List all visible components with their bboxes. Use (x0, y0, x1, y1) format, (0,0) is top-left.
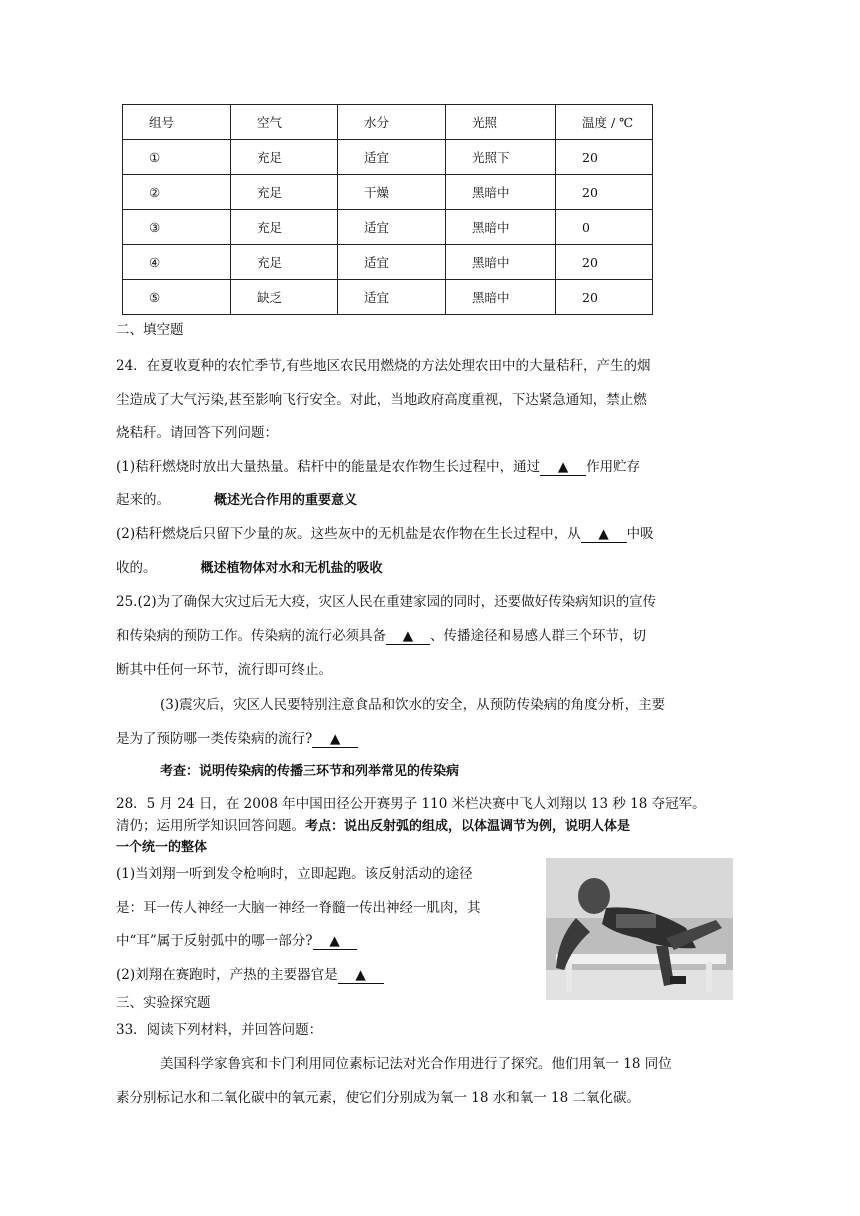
table-cell: 适宜 (338, 245, 446, 280)
table-cell: 干燥 (338, 175, 446, 210)
section-heading-fill: 二、填空题 (116, 322, 184, 338)
table-header-cell: 空气 (231, 105, 338, 140)
q25-tag: 考查：说明传染病的传播三环节和列举常见的传染病 (160, 764, 460, 779)
q24-part-2 (116, 524, 654, 544)
q28-tag-cont: 一个统一的整体 (116, 840, 208, 855)
table-cell: 20 (556, 245, 653, 280)
table-cell: 0 (556, 210, 653, 245)
table-header-cell: 温度 / ℃ (556, 105, 653, 140)
table-cell: 充足 (231, 245, 338, 280)
q24-line-2: 尘造成了大气污染,甚至影响飞行安全。对此，当地政府高度重视，下达紧急通知，禁止燃 (116, 392, 647, 408)
q28-tag: 考点：说出反射弧的组成，以体温调节为例，说明人体是 (305, 819, 631, 834)
table-cell: 充足 (231, 210, 338, 245)
answer-blank[interactable]: ▲ (338, 967, 384, 984)
table-cell: ③ (123, 210, 231, 245)
table-row (123, 245, 653, 280)
q25-line-2 (116, 626, 646, 646)
q24-line-3: 烧秸秆。请回答下列问题： (116, 425, 278, 441)
q28-part-1: (1)当刘翔一听到发令枪响时，立即起跑。该反射活动的途径 (116, 866, 473, 882)
q25-part-3-text: 是为了预防哪一类传染病的流行? (116, 731, 313, 747)
hurdler-illustration (546, 858, 733, 1000)
table-cell: 20 (556, 175, 653, 210)
q25-line-2-text: 和传染病的预防工作。传染病的流行必须具备 (116, 628, 386, 644)
table-cell: 黑暗中 (446, 175, 556, 210)
q24-part-2-text-end: 中吸 (626, 526, 654, 542)
q28-part-2 (116, 965, 384, 985)
q28-part-1-question-text: 中“耳”属于反射弧中的哪一部分? (116, 933, 313, 949)
table-row (123, 140, 653, 175)
experiment-conditions-table (122, 104, 653, 315)
q24-part-2-tag: 概述植物体对水和无机盐的吸收 (200, 561, 383, 576)
q33-line-1: 33．阅读下列材料，并回答问题： (116, 1022, 323, 1038)
answer-blank[interactable]: ▲ (386, 628, 430, 645)
q28-part-2-text: (2)刘翔在赛跑时，产热的主要器官是 (116, 967, 338, 983)
table-row (123, 210, 653, 245)
q24-part-1 (116, 457, 640, 477)
hurdler-photo (546, 858, 733, 1000)
table-cell: 充足 (231, 140, 338, 175)
q24-line-1: 24．在夏收夏种的农忙季节,有些地区农民用燃烧的方法处理农田中的大量秸秆，产生的烟 (116, 358, 651, 374)
table-cell: ② (123, 175, 231, 210)
q24-part-1-tag: 概述光合作用的重要意义 (214, 493, 358, 508)
q24-part-1-text: (1)秸秆燃烧时放出大量热量。秸杆中的能量是农作物生长过程中，通过 (116, 459, 541, 475)
q24-part-2-cont (116, 558, 383, 579)
q28-part-1-question (116, 931, 357, 951)
q24-part-2-text-cont: 收的。 (116, 560, 157, 576)
table-cell: 黑暗中 (446, 280, 556, 315)
table-cell: 适宜 (338, 140, 446, 175)
table-cell: 黑暗中 (446, 245, 556, 280)
q33-line-3: 素分别标记水和二氧化碳中的氧元素，使它们分别成为氧一 18 水和氧一 18 二氧化碳。 (116, 1090, 641, 1106)
table-cell: 20 (556, 280, 653, 315)
q25-part-3-cont (116, 729, 358, 749)
q28-part-1-cont: 是：耳一传人神经一大脑一神经一脊髓一传出神经一肌肉，其 (116, 900, 481, 916)
table-cell: 适宜 (338, 210, 446, 245)
q25-line-2-text-end: 、传播途径和易感人群三个环节，切 (430, 628, 646, 644)
q24-part-1-text-cont: 起来的。 (116, 492, 170, 508)
table-cell: ① (123, 140, 231, 175)
table-header-cell: 光照 (446, 105, 556, 140)
table-cell: ⑤ (123, 280, 231, 315)
answer-blank[interactable]: ▲ (540, 459, 586, 476)
table-cell: 缺乏 (231, 280, 338, 315)
table-cell: 黑暗中 (446, 210, 556, 245)
q24-part-1-text-end: 作用贮存 (586, 459, 641, 475)
table-cell: 光照下 (446, 140, 556, 175)
q25-line-3: 断其中任何一环节，流行即可终止。 (116, 662, 332, 678)
answer-blank[interactable]: ▲ (313, 933, 357, 950)
q28-line-2 (116, 816, 630, 837)
table-cell: ④ (123, 245, 231, 280)
table-row (123, 280, 653, 315)
section-heading-experiment: 三、实验探究题 (116, 995, 211, 1011)
q28-line-1: 28．5 月 24 日，在 2008 年中国田径公开赛男子 110 米栏决赛中飞人刘翔以 13 秒 18 夺冠军。 (116, 796, 706, 812)
q28-line-2-text: 清仍；运用所学知识回答问题。 (116, 818, 305, 834)
q24-part-2-text: (2)秸秆燃烧后只留下少量的灰。这些灰中的无机盐是农作物在生长过程中，从 (116, 526, 581, 542)
q25-part-3: (3)震灾后，灾区人民要特别注意食品和饮水的安全，从预防传染病的角度分析，主要 (160, 697, 666, 713)
table-cell: 20 (556, 140, 653, 175)
table-cell: 充足 (231, 175, 338, 210)
table-cell: 适宜 (338, 280, 446, 315)
table-row (123, 175, 653, 210)
q33-line-2: 美国科学家鲁宾和卡门利用同位素标记法对光合作用进行了探究。他们用氧一 18 同位 (160, 1056, 672, 1072)
table-header-cell: 水分 (338, 105, 446, 140)
answer-blank[interactable]: ▲ (581, 526, 627, 543)
table-header-row (123, 105, 653, 140)
table-header-cell: 组号 (123, 105, 231, 140)
answer-blank[interactable]: ▲ (312, 731, 358, 748)
q24-part-1-cont (116, 490, 357, 511)
q25-line-1: 25.(2)为了确保大灾过后无大疫，灾区人民在重建家园的同时，还要做好传染病知识的宣传 (116, 594, 657, 610)
